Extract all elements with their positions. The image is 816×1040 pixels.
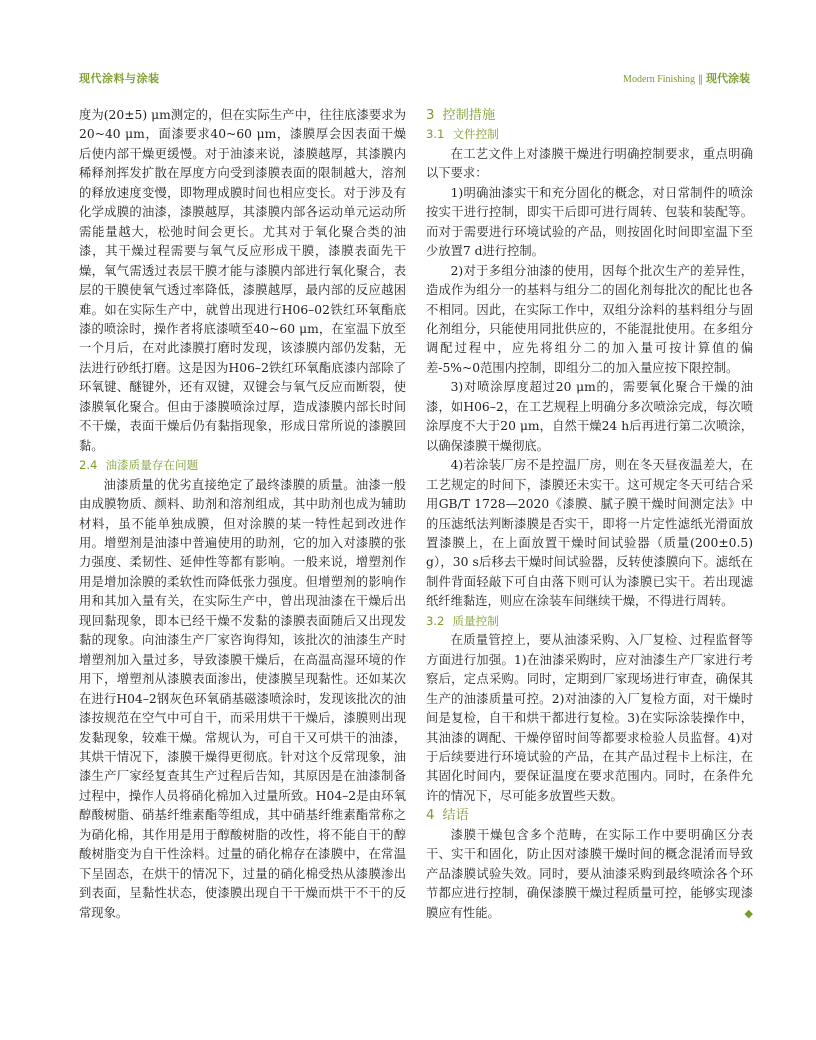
section-number: 3.1 [426, 127, 445, 142]
section-title: 控制措施 [442, 108, 496, 123]
section-label-chinese: 现代涂装 [706, 72, 750, 85]
section-heading-4 [426, 806, 753, 825]
list-item-4: 4)若涂装厂房不是控温厂房，则在冬天昼夜温差大，在工艺规定的时间下，漆膜还未实干。这可规定冬天可结合采用GB/T 1728—2020《漆膜、腻子膜干燥时间测定法》中的压滤纸法判断漆膜是否实干，即将一片定性滤纸光滑面放置漆膜上，在上面放置干燥时间试验器（质量(200±0.5) g），30 s后移去干燥时间试验器，反转使漆膜向下。滤纸在制件背面轻敲下可自由落下则可认为漆膜已实干。若出现滤纸纤维黏连，则应在涂装车间继续干燥，不得进行周转。 [426, 458, 753, 609]
paragraph-conclusion [426, 826, 753, 923]
section-heading-3 [426, 106, 753, 125]
list-item-3: 3)对喷涂厚度超过20 μm的，需要氧化聚合干燥的油漆，如H06–2，在工艺规程上明确分多次喷涂完成，每次喷涂厚度不大于20 μm，自然干燥24 h后再进行第二次喷涂，以确保漆膜干燥彻底。 [426, 380, 753, 453]
paragraph-paint-quality: 油漆质量的优劣直接绝定了最终漆膜的质量。油漆一般由成膜物质、颜料、助剂和溶剂组成，其中助剂也成为辅助材料，虽不能单独成膜，但对涂膜的某一特性起到改进作用。增塑剂是油漆中普遍使用的助剂，它的加入对漆膜的张力强度、柔韧性、延伸性等都有影响。一般来说，增塑剂作用是增加涂膜的柔软性而降低张力强度。但增塑剂的影响作用和其加入量有关，在实际生产中，曾出现油漆在干燥后出现回黏现象，即本已经干燥不发黏的漆膜表面随后又出现发黏的现象。向油漆生产厂家咨询得知，该批次的油漆生产时增塑剂加入量过多，导致漆膜干燥后，在高温高湿环境的作用下，增塑剂从漆膜表面渗出，使漆膜呈现黏性。还如某次在进行H04–2钢灰色环氧硝基磁漆喷涂时，发现该批次的油漆按规范在空气中可自干，而采用烘干干燥后，漆膜则出现发黏现象，较难干燥。常规认为，可自干又可烘干的油漆，其烘干情况下，漆膜干燥得更彻底。针对这个反常现象，油漆生产厂家经复查其生产过程后告知，其原因是在油漆制备过程中，操作人员将硝化棉加入过量所致。H04–2是由环氧醇酸树脂、硝基纤维素酯等组成，其中硝基纤维素酯常称之为硝化棉，其作用是用于醇酸树脂的改性，将不能自干的醇酸树脂变为自干性涂料。过量的硝化棉存在漆膜中，在常温下呈固态，在烘干的情况下，过量的硝化棉受热从漆膜渗出到表面，呈黏性状态，使漆膜出现自干干燥而烘干不干的反常现象。 [79, 477, 406, 920]
left-column [79, 106, 406, 923]
section-number: 4 [426, 808, 435, 824]
section-heading-2-4 [79, 456, 406, 475]
section-number: 2.4 [79, 458, 98, 473]
end-diamond-icon: ◆ [744, 906, 753, 920]
section-title: 油漆质量存在问题 [105, 458, 199, 473]
list-item-2: 2)对于多组分油漆的使用，因每个批次生产的差异性，造成作为组分一的基料与组分二的固化剂每批次的配比也各不相同。因此，在实际工作中，双组分涂料的基料组分与固化剂组分，只能使用同批供应的，不能混批使用。在多组分调配过程中，应先将组分二的加入量可按计算值的偏差-5%~0范围内控制，即组分二的加入量应按下限控制。 [426, 263, 753, 375]
running-head [79, 70, 750, 88]
paragraph-film-thickness: 度为(20±5) μm测定的，但在实际生产中，往往底漆要求为20~40 μm，面漆要求40~60 μm，漆膜厚会因表面干燥后使内部干燥更缓慢。对于油漆来说，漆膜越厚，其漆膜内稀释剂挥发扩散在厚度方向受到漆膜表面的限制越大，溶剂的释放速度变慢，即物理成膜时间也相应变长。对于涉及有化学成膜的油漆，漆膜越厚，其漆膜内部各运动单元运动所需能量越大，松弛时间会更长。尤其对于氧化聚合类的油漆，其干燥过程需要与氧气反应形成干膜，漆膜表面先干燥，氧气需透过表层干膜才能与漆膜内部进行氧化聚合，表层的干膜使氧气透过率降低，漆膜越厚，最内部的反应越困难。如在实际生产中，就曾出现进行H06–02铁红环氧酯底漆的喷涂时，操作者将底漆喷至40~60 μm，在室温下放至一个月后，在对此漆膜打磨时发现，该漆膜内部仍发黏，无法进行砂纸打磨。这是因为H06–2铁红环氧酯底漆内部除了环氧键、醚键外，还有双键，双键会与氧气反应而断裂，使漆膜氧化聚合。但由于漆膜喷涂过厚，造成漆膜内部长时间不干燥，表面干燥后仍有黏指现象，形成日常所说的漆膜回黏。 [79, 108, 406, 453]
section-label-english: Modern Finishing [623, 74, 695, 85]
journal-title: 现代涂料与涂装 [79, 72, 160, 85]
section-heading-3-2 [426, 612, 753, 631]
conclusion-text: 漆膜干燥包含多个范畴，在实际工作中要明确区分表干、实干和固化，防止因对漆膜干燥时间的概念混淆而导致产品漆膜试验失效。同时，要从油漆采购到最终喷涂各个环节都应进行控制，确保漆膜干燥过程质量可控，能够实现漆膜应有性能。 [426, 827, 753, 920]
paragraph-document-control-intro: 在工艺文件上对漆膜干燥进行明确控制要求，重点明确以下要求： [426, 146, 753, 181]
section-label [623, 70, 750, 86]
section-heading-3-1 [426, 125, 753, 144]
section-number: 3 [426, 108, 435, 123]
list-item-1: 1)明确油漆实干和充分固化的概念，对日常制件的喷涂按实干进行控制，即实干后即可进行周转、包装和装配等。而对于需要进行环境试验的产品，则按固化时间即室温下至少放置7 d进行控制。 [426, 185, 753, 259]
paragraph-quality-control: 在质量管控上，要从油漆采购、入厂复检、过程监督等方面进行加强。1)在油漆采购时，应对油漆生产厂家进行考察后，定点采购。同时，定期到厂家现场进行审查，确保其生产的油漆质量可控。2)对油漆的入厂复检方面，对干燥时间是复检，自干和烘干都进行复检。3)在实际涂装操作中，其油漆的调配、干燥停留时间等都要求检验人员监督。4)对于后续要进行环境试验的产品，在其产品过程卡上标注，在其固化时间内，要保证温度在要求范围内。同时，在条件允许的情况下，尽可能多放置些天数。 [426, 633, 753, 803]
section-title: 质量控制 [452, 613, 499, 628]
section-number: 3.2 [426, 613, 445, 628]
section-separator: ‖ [698, 74, 703, 85]
section-title: 结语 [442, 808, 469, 824]
right-column [426, 106, 753, 923]
section-title: 文件控制 [452, 127, 499, 142]
